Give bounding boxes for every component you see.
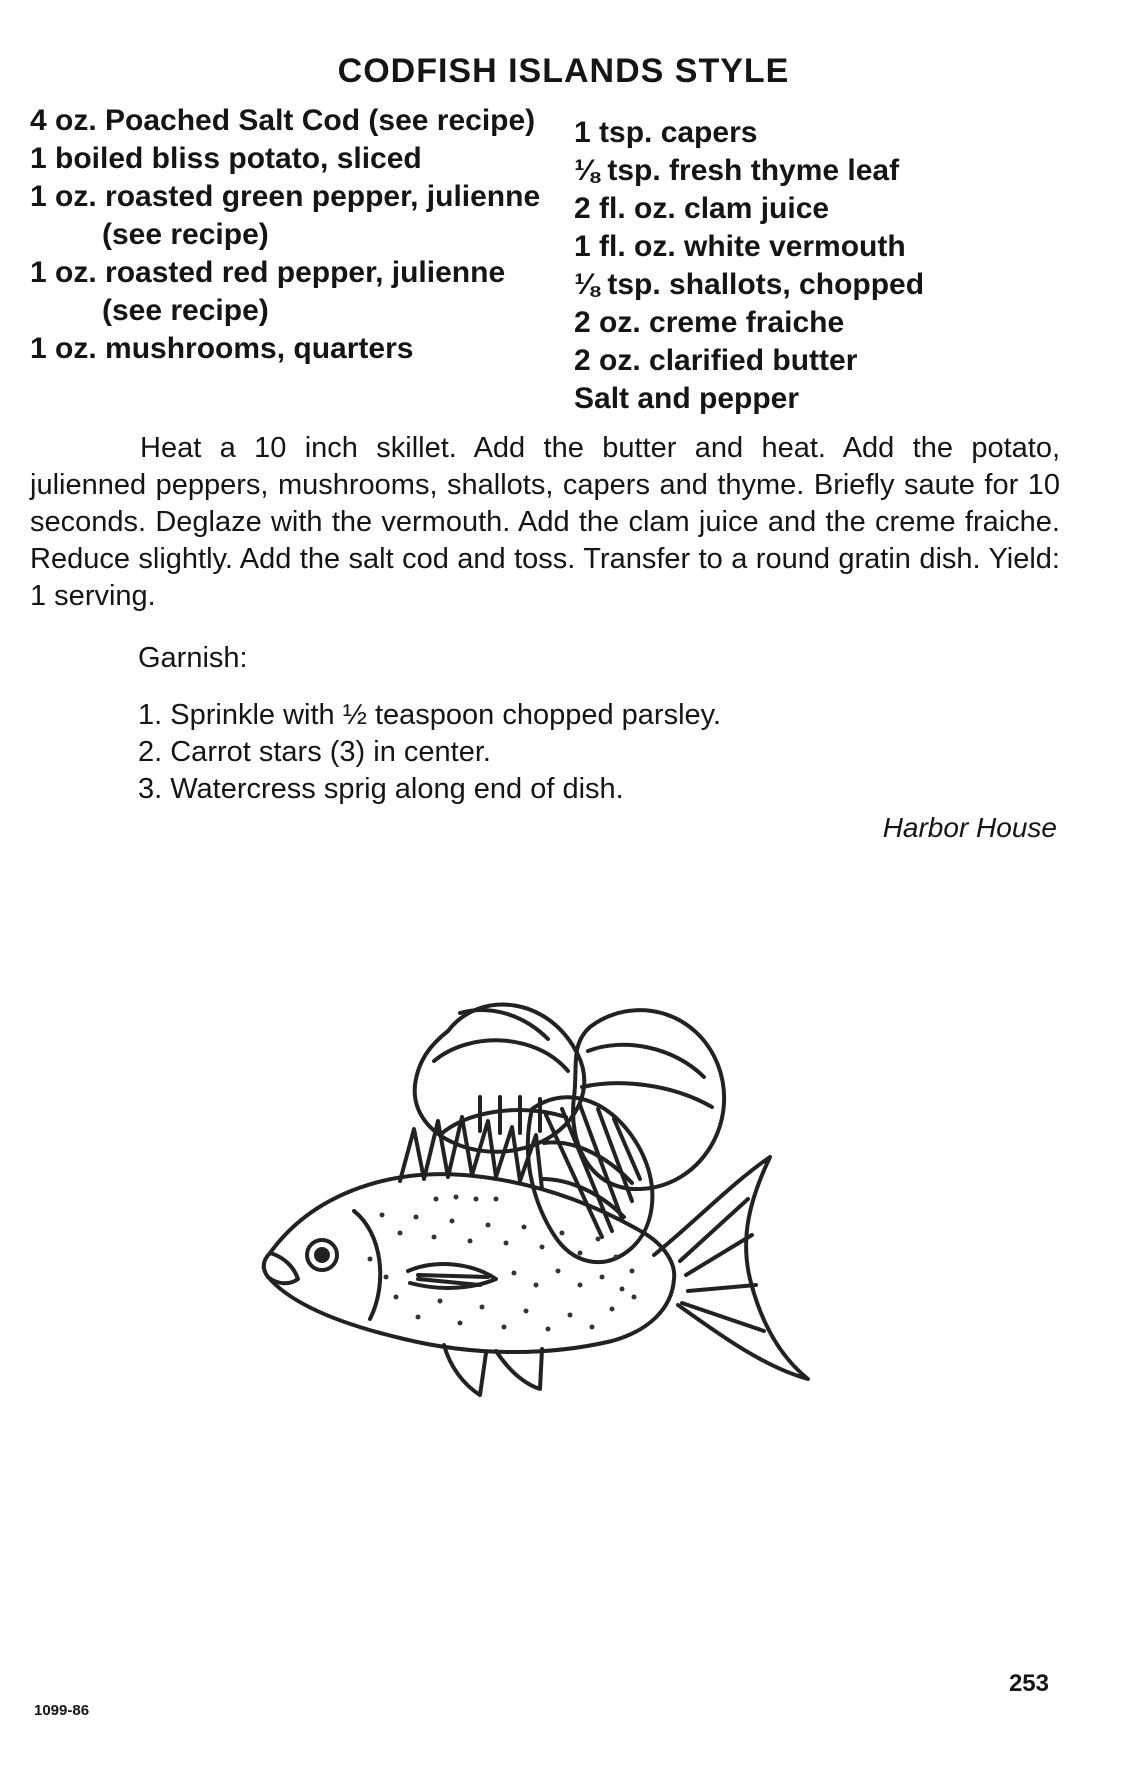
- ingredient-item: 2 fl. oz. clam juice: [574, 192, 830, 225]
- fish-and-shells-illustration: [250, 985, 870, 1505]
- ingredient-item: ⅛ tsp. fresh thyme leaf: [574, 154, 900, 187]
- garnish-heading: Garnish:: [138, 642, 248, 674]
- ingredient-item: 1 fl. oz. white vermouth: [574, 230, 906, 263]
- ingredient-item: 1 oz. roasted red pepper, julienne (see recipe): [30, 256, 506, 327]
- recipe-instructions: Heat a 10 inch skillet. Add the butter and heat. Add the potato, julienned peppers, mushrooms, shallots, capers and thyme. Briefly saute for 10 seconds. Deglaze with the vermouth. Add the clam juice and the creme fraiche. Reduce slightly. Add the salt cod and toss. Transfer to a round gratin dish. Yield: 1 serving.: [30, 432, 1060, 612]
- garnish-item: 1. Sprinkle with ½ teaspoon chopped parsley.: [138, 699, 722, 731]
- ingredient-item: 1 oz. roasted green pepper, julienne (see recipe): [30, 180, 541, 251]
- ingredient-item: 2 oz. clarified butter: [574, 344, 858, 377]
- ingredients-left-column: [30, 102, 550, 368]
- recipe-title: CODFISH ISLANDS STYLE: [337, 52, 790, 90]
- print-code: 1099-86: [34, 1702, 90, 1719]
- ingredient-item: 1 boiled bliss potato, sliced: [30, 142, 422, 175]
- ingredient-item: 1 oz. mushrooms, quarters: [30, 332, 414, 365]
- garnish-item: 3. Watercress sprig along end of dish.: [138, 773, 624, 805]
- ingredient-item: ⅛ tsp. shallots, chopped: [574, 268, 925, 301]
- recipe-source: Harbor House: [882, 812, 1057, 843]
- garnish-item: 2. Carrot stars (3) in center.: [138, 736, 491, 768]
- ingredient-item: 4 oz. Poached Salt Cod (see recipe): [30, 104, 536, 137]
- garnish-list: [138, 697, 721, 808]
- ingredients-right-column: [574, 114, 994, 418]
- ingredient-item: Salt and pepper: [574, 382, 800, 415]
- page-number: 253: [1008, 1670, 1049, 1697]
- ingredient-item: 1 tsp. capers: [574, 116, 758, 149]
- ingredient-item: 2 oz. creme fraiche: [574, 306, 845, 339]
